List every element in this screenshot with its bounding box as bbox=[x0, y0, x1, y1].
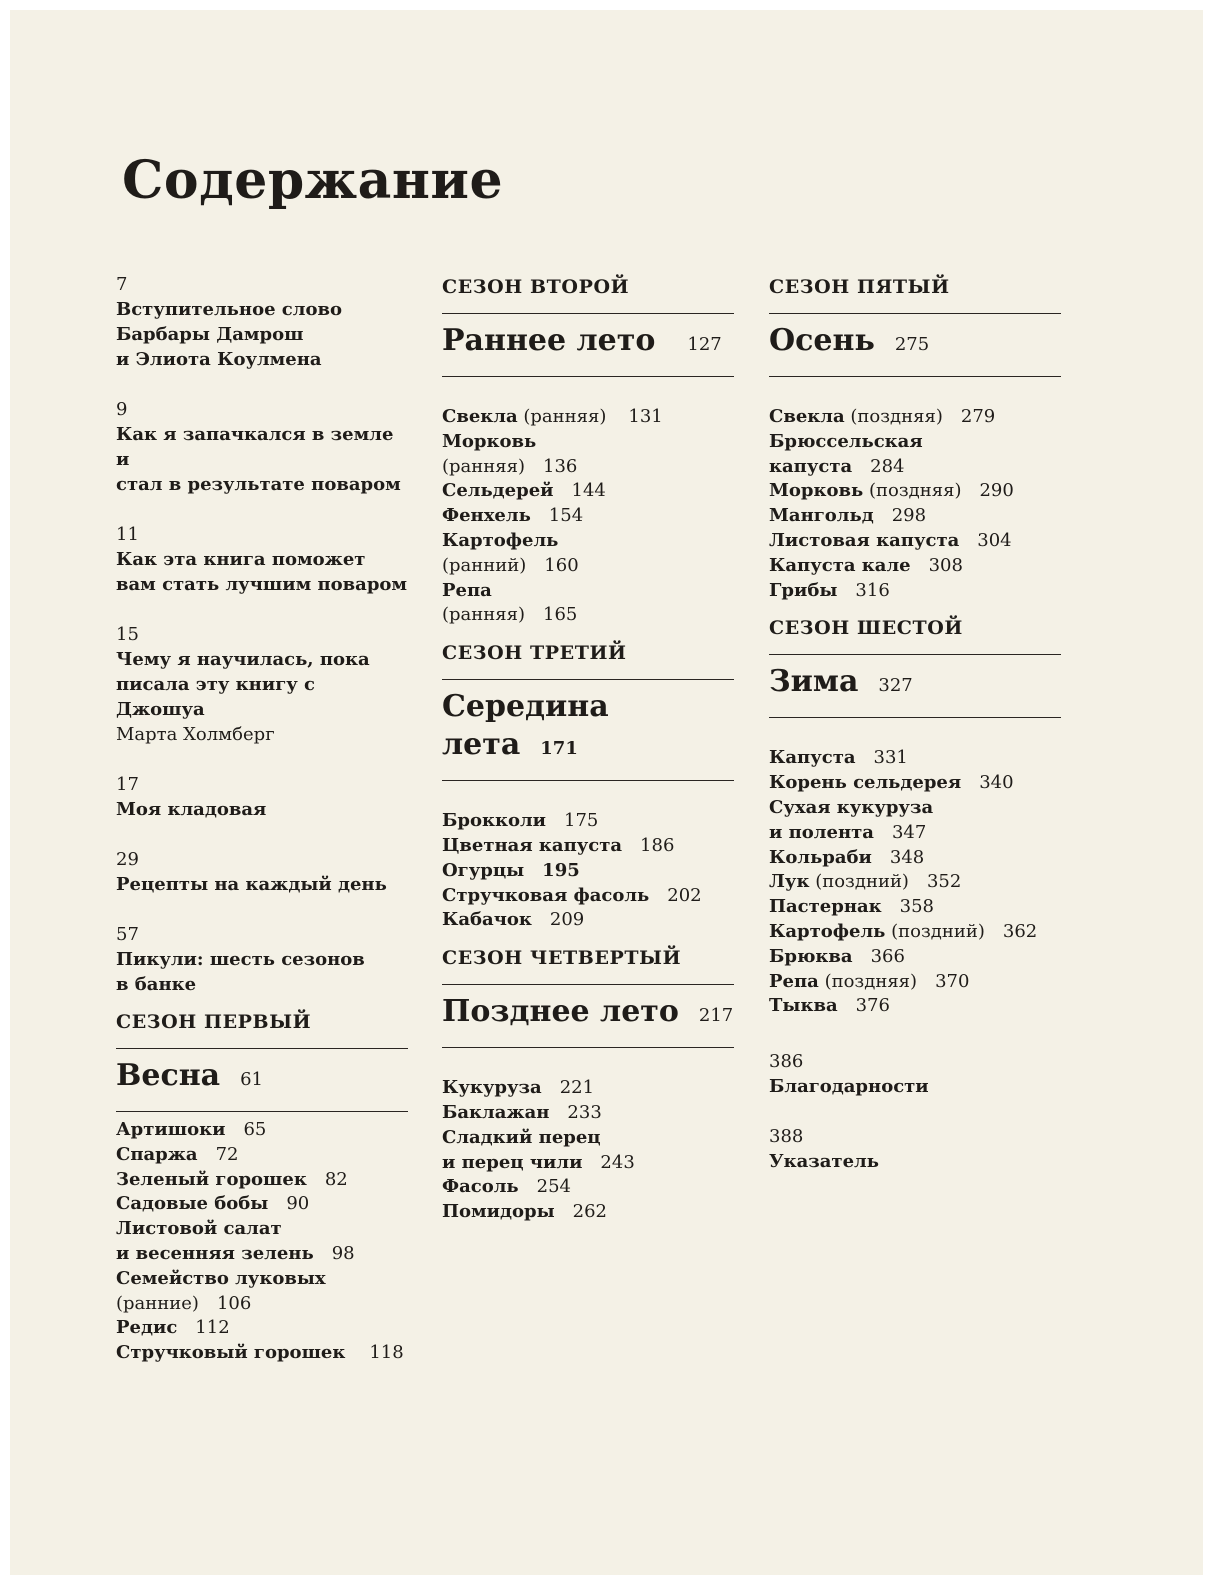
season-title[interactable] bbox=[442, 314, 734, 377]
recipe-name: Тыква bbox=[769, 995, 838, 1017]
recipe-page: 284 bbox=[870, 455, 905, 477]
recipe-name: Грибы bbox=[769, 579, 838, 601]
recipe-name: Фасоль bbox=[442, 1176, 519, 1198]
recipe-name: Зеленый горошек bbox=[116, 1168, 307, 1190]
entry-title-line: Как эта книга поможет bbox=[116, 549, 366, 570]
season-title[interactable] bbox=[116, 1049, 408, 1112]
recipe-name: Листовой салат bbox=[116, 1218, 282, 1240]
recipe-page: 340 bbox=[979, 772, 1014, 794]
recipe-name: Редис bbox=[116, 1317, 178, 1339]
recipe-page: 221 bbox=[559, 1077, 595, 1099]
recipe-name: Брокколи bbox=[442, 810, 547, 832]
recipe-page: 358 bbox=[899, 896, 935, 918]
recipe-item[interactable] bbox=[769, 579, 1061, 604]
season-title-text: Середина bbox=[442, 689, 609, 725]
recipe-name: Мангольд bbox=[769, 505, 874, 527]
recipe-page: 262 bbox=[572, 1201, 607, 1223]
season-title-text-cont: лета bbox=[442, 727, 521, 763]
season-page-number: 217 bbox=[698, 1005, 734, 1027]
recipe-page: 370 bbox=[935, 970, 970, 992]
recipe-item[interactable] bbox=[769, 994, 1061, 1019]
recipe-page: 298 bbox=[891, 505, 927, 527]
entry-title-line: и Элиота Коулмена bbox=[116, 349, 322, 370]
recipe-item[interactable] bbox=[442, 529, 734, 579]
recipe-name: Брюссельская bbox=[769, 430, 923, 452]
recipe-name: Брюква bbox=[769, 945, 853, 967]
recipe-page: 352 bbox=[926, 871, 962, 893]
recipe-name: Свекла bbox=[769, 406, 845, 427]
recipe-qualifier: (поздний) bbox=[891, 920, 985, 942]
recipe-name: Баклажан bbox=[442, 1101, 550, 1123]
recipe-item[interactable] bbox=[116, 1118, 408, 1143]
entry-title-line: Моя кладовая bbox=[116, 799, 267, 820]
recipe-item[interactable] bbox=[442, 1101, 734, 1126]
season-page-number: 327 bbox=[878, 675, 913, 697]
recipe-name: Кукуруза bbox=[442, 1077, 542, 1099]
entry-page-number: 7 bbox=[116, 274, 128, 295]
recipe-name: Стручковая фасоль bbox=[442, 884, 650, 906]
recipe-page: 72 bbox=[215, 1143, 239, 1165]
recipe-page: 144 bbox=[571, 480, 606, 502]
season-label: СЕЗОН ЧЕТВЕРТЫЙ bbox=[442, 943, 734, 985]
recipe-page: 195 bbox=[542, 859, 580, 881]
entry-title-line: Пикули: шесть сезонов bbox=[116, 949, 365, 970]
recipe-page: 65 bbox=[243, 1119, 267, 1140]
recipe-qualifier: (поздний) bbox=[815, 871, 909, 893]
recipe-page: 209 bbox=[549, 909, 585, 931]
recipe-list bbox=[442, 781, 734, 943]
entry-page-number: 11 bbox=[116, 524, 139, 545]
recipe-qualifier: (поздняя) bbox=[850, 406, 943, 427]
recipe-page: 154 bbox=[548, 505, 584, 527]
season-title[interactable] bbox=[769, 655, 1061, 718]
recipe-item[interactable] bbox=[116, 1341, 408, 1366]
recipe-name-cont: капуста bbox=[769, 455, 853, 477]
recipe-list bbox=[442, 377, 734, 638]
recipe-page: 233 bbox=[567, 1101, 602, 1123]
recipe-item[interactable] bbox=[442, 1126, 734, 1176]
recipe-item[interactable] bbox=[442, 809, 734, 834]
recipe-item[interactable] bbox=[769, 504, 1061, 529]
season-title-text: Осень bbox=[769, 323, 875, 358]
entry-title-line: Указатель bbox=[769, 1151, 879, 1173]
entry-title-line: Рецепты на каждый день bbox=[116, 874, 387, 895]
recipe-name: Репа bbox=[769, 970, 819, 992]
entry-title-line: вам стать лучшим поваром bbox=[116, 574, 408, 595]
recipe-item[interactable] bbox=[442, 1076, 734, 1101]
recipe-page: 376 bbox=[855, 995, 890, 1017]
recipe-item[interactable] bbox=[442, 1175, 734, 1200]
recipe-page: 202 bbox=[667, 884, 702, 906]
recipe-qualifier: (поздняя) bbox=[868, 480, 962, 502]
season-page-number: 61 bbox=[240, 1069, 264, 1090]
toc-entry[interactable] bbox=[116, 397, 408, 497]
entry-title-line: Как я запачкался в земле и bbox=[116, 424, 394, 470]
season-page-number: 171 bbox=[540, 738, 578, 760]
recipe-list bbox=[116, 1112, 408, 1396]
recipe-name: Морковь bbox=[442, 430, 537, 452]
recipe-item[interactable] bbox=[769, 945, 1061, 970]
recipe-page: 243 bbox=[600, 1151, 635, 1173]
recipe-name: Капуста bbox=[769, 747, 856, 769]
toc-entry[interactable] bbox=[116, 272, 408, 372]
recipe-name: Свекла bbox=[442, 406, 518, 427]
recipe-name: Кабачок bbox=[442, 909, 532, 931]
recipe-name: Лук bbox=[769, 871, 810, 893]
recipe-name: Семейство луковых bbox=[116, 1267, 326, 1289]
recipe-item[interactable] bbox=[116, 1192, 408, 1217]
recipe-name: Пастернак bbox=[769, 896, 882, 918]
season-title-text: Весна bbox=[116, 1058, 221, 1093]
entry-title-line: Чему я научилась, пока bbox=[116, 649, 370, 670]
recipe-page: 347 bbox=[891, 821, 927, 843]
toc-entry[interactable] bbox=[769, 1049, 1061, 1099]
recipe-name: Спаржа bbox=[116, 1143, 198, 1165]
recipe-page: 136 bbox=[543, 455, 578, 477]
recipe-name: Корень сельдерея bbox=[769, 772, 962, 794]
entry-page-number: 15 bbox=[116, 624, 139, 645]
entry-title-line: в банке bbox=[116, 974, 197, 995]
recipe-page: 118 bbox=[369, 1342, 404, 1364]
recipe-name: Репа bbox=[442, 579, 492, 601]
recipe-page: 160 bbox=[544, 554, 579, 576]
season-title-text: Зима bbox=[769, 664, 859, 700]
recipe-item[interactable] bbox=[116, 1267, 408, 1317]
recipe-qualifier: (ранняя) bbox=[442, 604, 526, 626]
recipe-item[interactable] bbox=[116, 1217, 408, 1267]
recipe-qualifier: (ранние) bbox=[116, 1292, 199, 1314]
recipe-item[interactable] bbox=[769, 771, 1061, 796]
entry-title-line: писала эту книгу с Джошуа bbox=[116, 674, 315, 720]
recipe-name: Садовые бобы bbox=[116, 1193, 269, 1215]
recipe-page: 331 bbox=[873, 747, 908, 769]
recipe-name: Капуста кале bbox=[769, 554, 911, 576]
recipe-name: Огурцы bbox=[442, 859, 525, 881]
toc-entry[interactable] bbox=[116, 522, 408, 597]
recipe-list bbox=[769, 718, 1061, 1049]
recipe-name: Помидоры bbox=[442, 1201, 555, 1223]
recipe-item[interactable] bbox=[769, 430, 1061, 480]
recipe-page: 316 bbox=[855, 579, 890, 601]
season-label: СЕЗОН ШЕСТОЙ bbox=[769, 613, 1061, 655]
toc-entry[interactable] bbox=[116, 622, 408, 747]
recipe-name: Кольраби bbox=[769, 846, 872, 868]
recipe-name-cont: и полента bbox=[769, 821, 874, 843]
recipe-item[interactable] bbox=[769, 746, 1061, 771]
recipe-item[interactable] bbox=[769, 529, 1061, 554]
toc-column-3 bbox=[769, 272, 1061, 1199]
recipe-page: 175 bbox=[564, 810, 599, 832]
recipe-item[interactable] bbox=[769, 895, 1061, 920]
entry-title-line: стал в результате поваром bbox=[116, 474, 401, 495]
recipe-page: 304 bbox=[977, 529, 1012, 551]
page bbox=[10, 10, 1203, 1575]
season-title-text: Раннее лето bbox=[442, 323, 656, 358]
entry-title-line: Барбары Дамрош bbox=[116, 324, 304, 345]
recipe-name: Стручковый горошек bbox=[116, 1342, 346, 1364]
recipe-item[interactable] bbox=[442, 859, 734, 884]
recipe-item[interactable] bbox=[116, 1168, 408, 1193]
recipe-item[interactable] bbox=[442, 579, 734, 629]
recipe-item[interactable] bbox=[442, 834, 734, 859]
season-label: СЕЗОН ПЯТЫЙ bbox=[769, 272, 1061, 314]
recipe-item[interactable] bbox=[442, 884, 734, 909]
recipe-page: 279 bbox=[960, 406, 996, 427]
toc-column-2 bbox=[442, 272, 734, 1255]
recipe-page: 290 bbox=[979, 480, 1014, 502]
recipe-page: 362 bbox=[1002, 920, 1038, 942]
recipe-qualifier: (ранний) bbox=[442, 554, 527, 576]
entry-page-number: 386 bbox=[769, 1051, 804, 1073]
recipe-item[interactable] bbox=[769, 796, 1061, 846]
recipe-name: Картофель bbox=[442, 529, 559, 551]
recipe-item[interactable] bbox=[769, 846, 1061, 871]
toc-entry[interactable] bbox=[116, 847, 408, 897]
season-label: СЕЗОН ТРЕТИЙ bbox=[442, 638, 734, 680]
season-page-number: 127 bbox=[687, 334, 722, 355]
recipe-page: 254 bbox=[536, 1176, 571, 1198]
toc-entry[interactable] bbox=[116, 922, 408, 997]
recipe-list bbox=[442, 1048, 734, 1255]
toc-column-1 bbox=[116, 272, 408, 1396]
entry-author: Марта Холмберг bbox=[116, 724, 275, 745]
toc-entry[interactable] bbox=[116, 772, 408, 822]
recipe-page: 348 bbox=[889, 846, 925, 868]
recipe-name: Сельдерей bbox=[442, 480, 554, 502]
recipe-page: 186 bbox=[640, 834, 675, 856]
recipe-item[interactable] bbox=[442, 430, 734, 480]
recipe-name: Сладкий перец bbox=[442, 1126, 601, 1148]
recipe-item[interactable] bbox=[769, 554, 1061, 579]
recipe-item[interactable] bbox=[442, 1200, 734, 1225]
recipe-name: Картофель bbox=[769, 920, 886, 942]
recipe-qualifier: (ранняя) bbox=[442, 455, 526, 477]
recipe-name: Морковь bbox=[769, 480, 864, 502]
entry-title-line: Благодарности bbox=[769, 1076, 929, 1098]
recipe-page: 165 bbox=[543, 604, 578, 626]
recipe-page: 82 bbox=[324, 1168, 348, 1190]
recipe-item[interactable] bbox=[769, 405, 1061, 430]
season-title[interactable] bbox=[442, 985, 734, 1048]
recipe-item[interactable] bbox=[442, 504, 734, 529]
recipe-item[interactable] bbox=[442, 908, 734, 933]
season-title-text: Позднее лето bbox=[442, 994, 679, 1030]
recipe-item[interactable] bbox=[769, 479, 1061, 504]
recipe-name: Фенхель bbox=[442, 505, 531, 527]
recipe-item[interactable] bbox=[769, 870, 1061, 895]
recipe-name: Цветная капуста bbox=[442, 834, 623, 856]
recipe-page: 106 bbox=[216, 1292, 252, 1314]
recipe-item[interactable] bbox=[116, 1316, 408, 1341]
season-label: СЕЗОН ПЕРВЫЙ bbox=[116, 1007, 408, 1049]
season-page-number: 275 bbox=[894, 334, 930, 355]
recipe-name-cont: и весенняя зелень bbox=[116, 1242, 314, 1264]
recipe-qualifier: (ранняя) bbox=[523, 406, 607, 427]
entry-title-line: Вступительное слово bbox=[116, 299, 342, 320]
recipe-page: 308 bbox=[928, 554, 963, 576]
recipe-name: Артишоки bbox=[116, 1119, 226, 1140]
recipe-item[interactable] bbox=[116, 1143, 408, 1168]
season-label: СЕЗОН ВТОРОЙ bbox=[442, 272, 734, 314]
recipe-item[interactable] bbox=[769, 970, 1061, 995]
recipe-page: 98 bbox=[331, 1242, 355, 1264]
season-title[interactable] bbox=[442, 680, 734, 781]
recipe-name-cont: и перец чили bbox=[442, 1151, 583, 1173]
recipe-name: Сухая кукуруза bbox=[769, 796, 934, 818]
season-title[interactable] bbox=[769, 314, 1061, 377]
entry-page-number: 9 bbox=[116, 399, 128, 420]
recipe-page: 131 bbox=[628, 406, 663, 427]
entry-page-number: 57 bbox=[116, 924, 139, 945]
toc-entry[interactable] bbox=[769, 1124, 1061, 1174]
recipe-item[interactable] bbox=[442, 479, 734, 504]
page-title: Содержание bbox=[122, 150, 504, 211]
recipe-list bbox=[769, 377, 1061, 613]
entry-page-number: 17 bbox=[116, 774, 139, 795]
recipe-name: Листовая капуста bbox=[769, 529, 960, 551]
recipe-item[interactable] bbox=[442, 405, 734, 430]
entry-page-number: 29 bbox=[116, 849, 139, 870]
entry-page-number: 388 bbox=[769, 1126, 804, 1148]
recipe-qualifier: (поздняя) bbox=[824, 970, 918, 992]
recipe-item[interactable] bbox=[769, 920, 1061, 945]
recipe-page: 90 bbox=[286, 1193, 310, 1215]
recipe-page: 366 bbox=[870, 945, 905, 967]
recipe-page: 112 bbox=[195, 1317, 230, 1339]
